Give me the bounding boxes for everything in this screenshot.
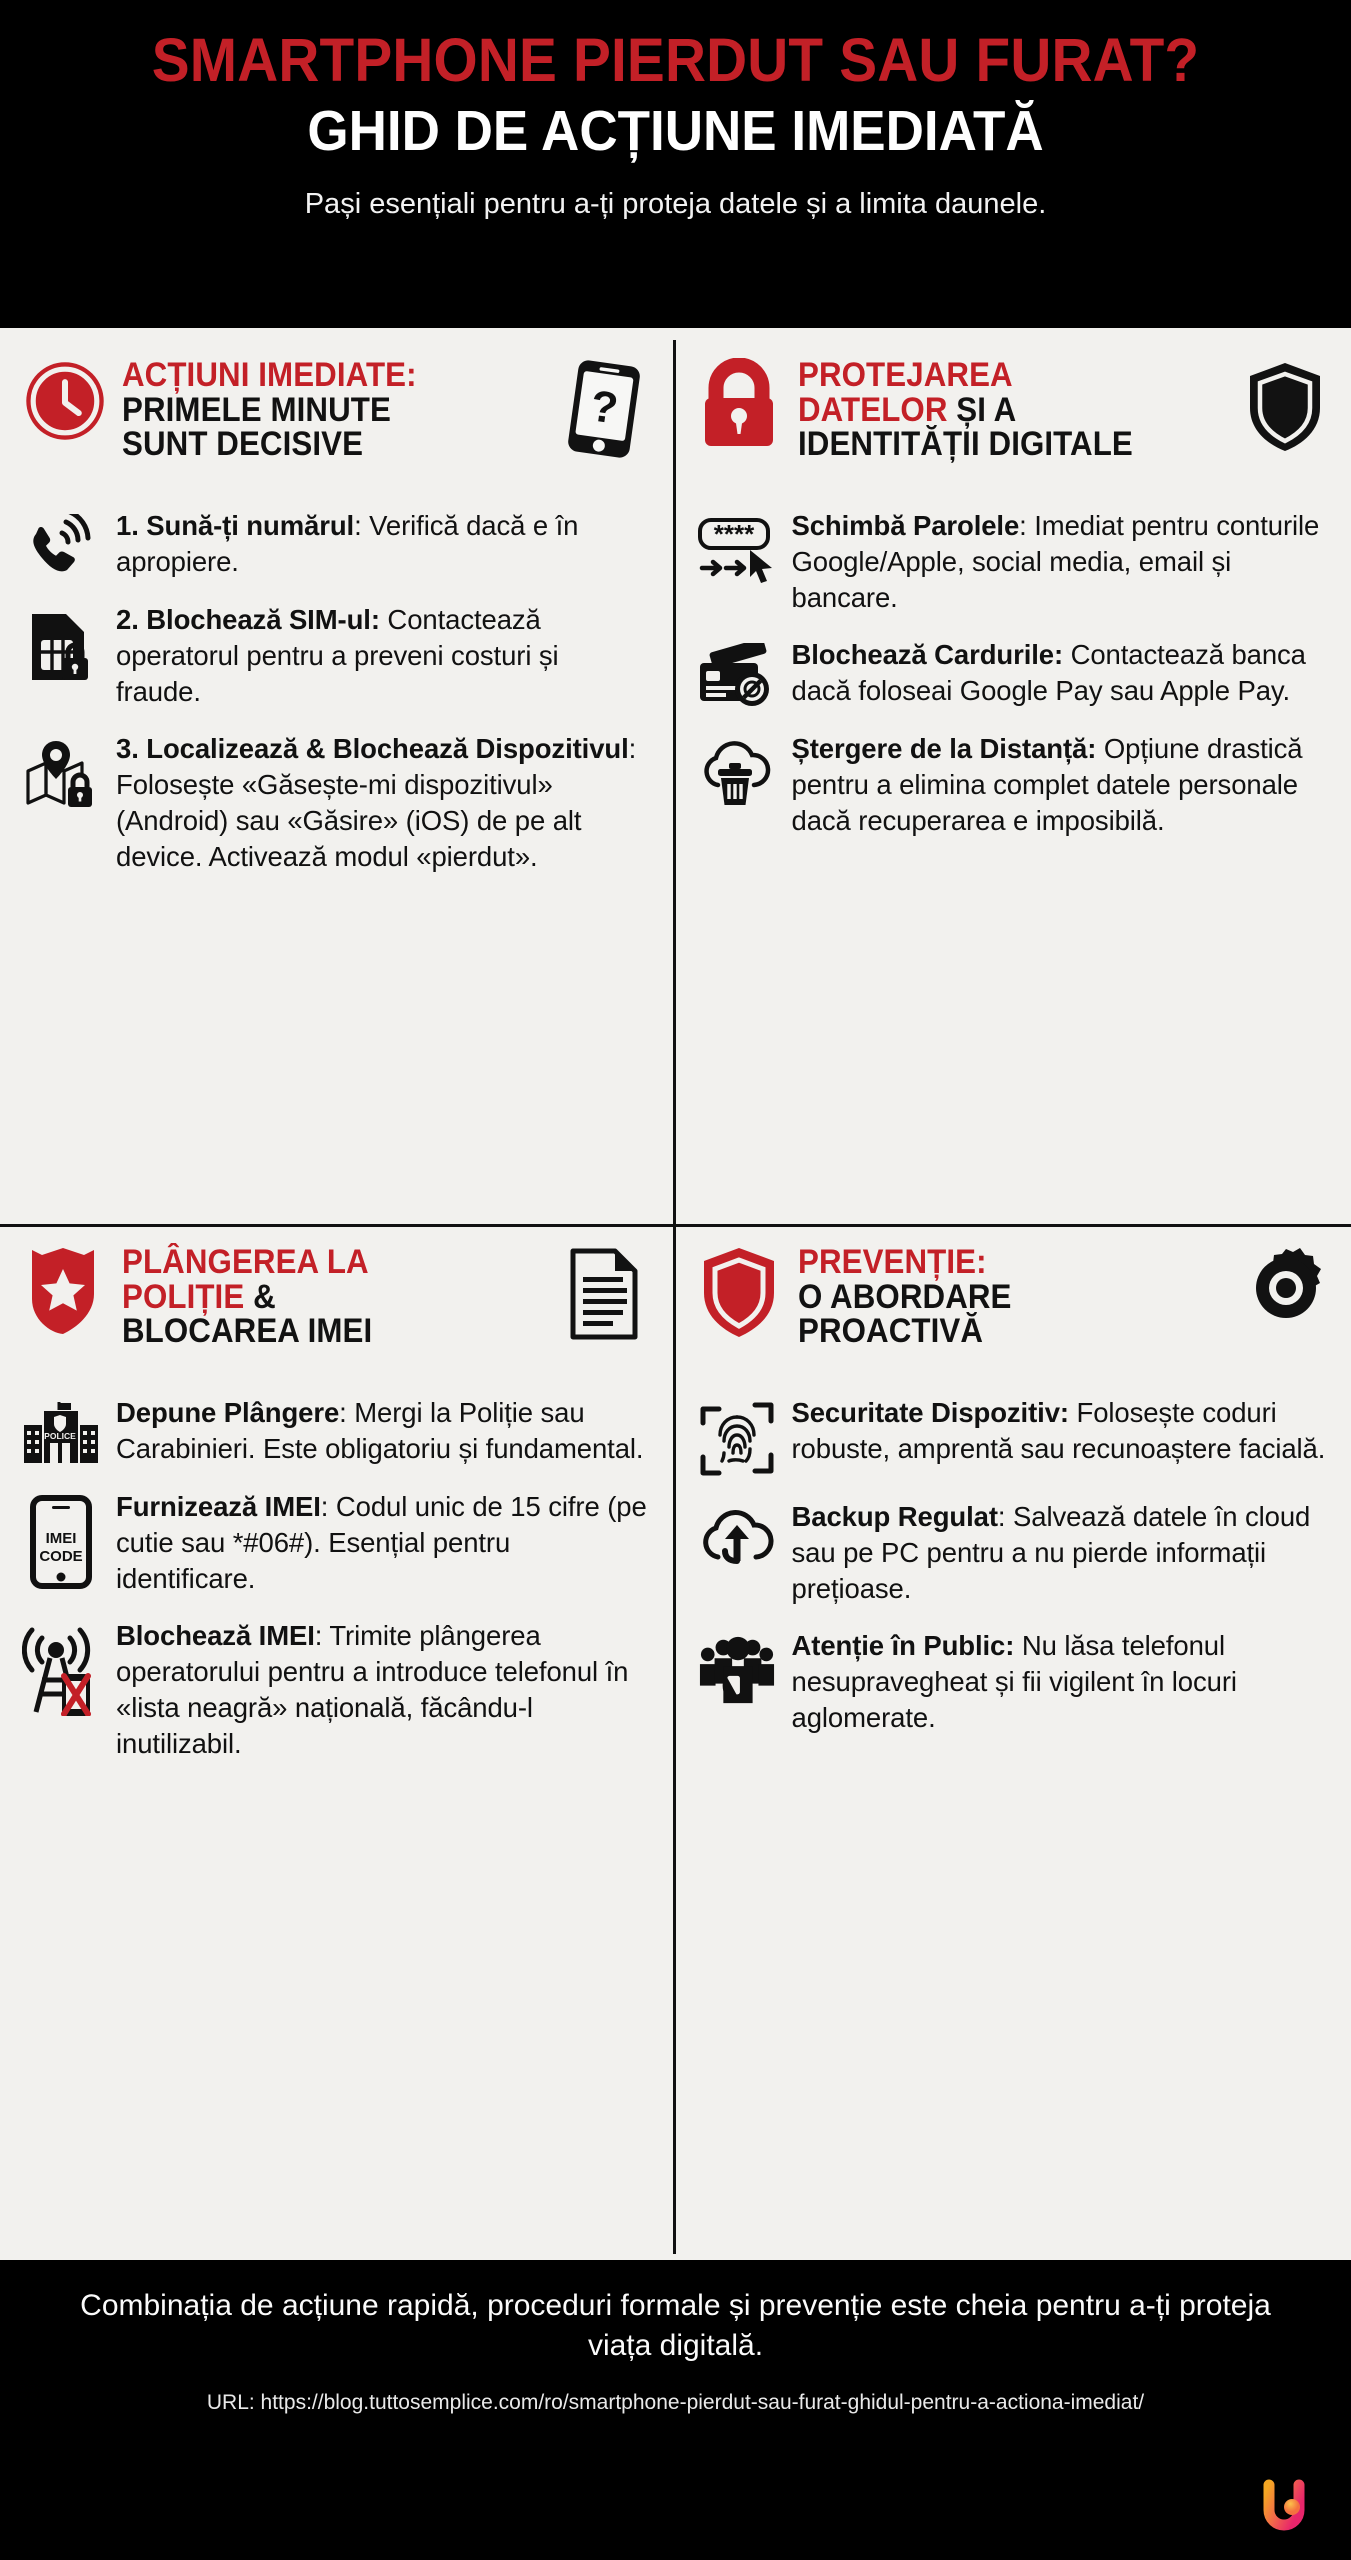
section-items bbox=[22, 508, 651, 874]
section-title-line-2 bbox=[797, 390, 1197, 429]
list-item bbox=[698, 1628, 1330, 1735]
section-title-line-3: IDENTITĂȚII DIGITALE bbox=[797, 425, 1133, 464]
section-items bbox=[698, 1395, 1330, 1736]
list-item-bold: Schimbă Parolele bbox=[791, 510, 1020, 541]
list-item bbox=[22, 731, 651, 874]
list-item bbox=[22, 1618, 651, 1761]
section-title-line-2: PRIMELE MINUTE bbox=[122, 390, 391, 429]
section-title bbox=[798, 354, 1232, 462]
svg-text:?: ? bbox=[586, 381, 621, 434]
shield-outline-icon bbox=[698, 1241, 784, 1337]
gear-icon bbox=[1245, 1241, 1329, 1329]
list-item-text bbox=[116, 508, 651, 580]
list-item-bold: Backup Regulat bbox=[791, 1501, 998, 1532]
section-title-line-2: O ABORDARE bbox=[797, 1277, 1012, 1316]
list-item-rest: Nu lăsa telefonul nesupravegheat și fii vigilent în locuri aglomerate. bbox=[791, 1630, 1237, 1733]
section-items bbox=[698, 508, 1330, 839]
password-field-cursor-icon bbox=[698, 508, 776, 586]
list-item-text bbox=[116, 602, 651, 709]
list-item-text bbox=[116, 1618, 651, 1761]
police-badge-icon bbox=[22, 1241, 108, 1337]
phone-question-icon bbox=[567, 354, 651, 458]
page-title: SMARTPHONE PIERDUT SAU FURAT? bbox=[151, 26, 1200, 94]
clock-icon bbox=[22, 354, 108, 444]
list-item-text bbox=[792, 1499, 1330, 1606]
cloud-backup-icon bbox=[698, 1499, 776, 1567]
shield-icon bbox=[1245, 354, 1329, 454]
list-item bbox=[22, 508, 651, 580]
list-item-bold: 1. Sună-ți numărul bbox=[116, 510, 355, 541]
list-item-rest: : Codul unic de 15 cifre (pe cutie sau *#06#). Esențial pentru identificare. bbox=[116, 1491, 647, 1594]
crowd-phone-icon bbox=[698, 1628, 776, 1706]
police-station-icon bbox=[22, 1395, 100, 1467]
section-title-line-1: PLÂNGEREA LA bbox=[122, 1243, 369, 1281]
section-title-line-2-black: & bbox=[244, 1277, 276, 1316]
list-item-text bbox=[792, 637, 1330, 709]
section-title bbox=[798, 1241, 1232, 1349]
page-tagline: Pași esențiali pentru a-ți proteja datele și a limita daunele. bbox=[304, 188, 1047, 220]
list-item-text bbox=[792, 1628, 1330, 1735]
list-item-rest: : Folosește «Găsește-mi dispozitivul» (Android) sau «Găsire» (iOS) de pe alt device. Activează modul «pierdut». bbox=[116, 733, 637, 872]
list-item-bold: Atenție în Public: bbox=[791, 1630, 1015, 1662]
cell-tower-blocked-phone-icon bbox=[22, 1618, 100, 1716]
section-plangerea-la-politie bbox=[0, 1224, 676, 2254]
list-item-rest: : Verifică dacă e în apropiere. bbox=[116, 510, 579, 577]
list-item-rest: : Imediat pentru conturile Google/Apple, social media, email și bancare. bbox=[791, 510, 1320, 613]
section-title-line-2-black: ȘI A bbox=[947, 390, 1016, 429]
section-title-line-1: ACȚIUNI IMEDIATE: bbox=[122, 356, 417, 394]
section-heading bbox=[698, 1233, 1330, 1383]
list-item-rest: Contactează operatorul pentru a preveni costuri și fraude. bbox=[116, 604, 559, 707]
list-item-bold: Securitate Dispozitiv: bbox=[791, 1397, 1069, 1428]
section-title-line-2-red: DATELOR bbox=[797, 390, 947, 429]
list-item bbox=[22, 1395, 651, 1467]
section-title-line-1: PROTEJAREA bbox=[797, 356, 1013, 394]
phone-ringing-icon bbox=[22, 508, 100, 580]
list-item-rest: : Salvează datele în cloud sau pe PC pentru a nu pierde informații prețioase. bbox=[791, 1501, 1311, 1604]
list-item-bold: 3. Localizează & Blochează Dispozitivul bbox=[116, 733, 629, 765]
list-item-rest: : Trimite plângerea operatorului pentru a introduce telefonul în «lista neagră» națională, făcându-l inutilizabil. bbox=[116, 1620, 629, 1759]
section-preventie bbox=[676, 1224, 1351, 2254]
list-item-text bbox=[116, 1489, 651, 1596]
svg-text:POLICE: POLICE bbox=[44, 1431, 76, 1441]
section-protejarea-datelor bbox=[676, 340, 1351, 1224]
list-item-bold: Blochează IMEI bbox=[116, 1620, 315, 1652]
document-icon bbox=[567, 1241, 651, 1341]
section-title-line-3: PROACTIVĂ bbox=[797, 1312, 983, 1351]
footer-url[interactable]: URL: https://blog.tuttosemplice.com/ro/smartphone-pierdut-sau-furat-ghidul-pentru-a-actiona-imediat/ bbox=[206, 2391, 1145, 2415]
credit-cards-blocked-icon bbox=[698, 637, 776, 709]
section-grid bbox=[0, 340, 1351, 2254]
list-item bbox=[698, 637, 1330, 709]
list-item-bold: 2. Blochează SIM-ul: bbox=[116, 604, 380, 635]
list-item-bold: Ștergere de la Distanță: bbox=[791, 733, 1097, 765]
section-heading bbox=[22, 1233, 651, 1383]
page-subtitle: GHID DE ACȚIUNE IMEDIATĂ bbox=[307, 99, 1044, 163]
section-heading bbox=[22, 346, 651, 496]
padlock-icon bbox=[698, 354, 784, 450]
list-item-rest: : Mergi la Poliție sau Carabinieri. Este obligatoriu și fundamental. bbox=[116, 1397, 644, 1464]
section-heading bbox=[698, 346, 1330, 496]
cloud-trash-icon bbox=[698, 731, 776, 807]
list-item-text bbox=[792, 1395, 1330, 1467]
section-title bbox=[122, 1241, 553, 1349]
footer-conclusion: Combinația de acțiune rapidă, proceduri formale și prevenție este cheia pentru a-ți proteja viața digitală. bbox=[80, 2289, 1271, 2362]
list-item-rest: Folosește coduri robuste, amprentă sau recunoaștere facială. bbox=[791, 1397, 1326, 1464]
section-title-line-1: PREVENȚIE: bbox=[797, 1243, 987, 1281]
list-item bbox=[698, 731, 1330, 838]
section-title-line-2-red: POLIȚIE bbox=[122, 1277, 245, 1316]
list-item bbox=[22, 1489, 651, 1596]
svg-text:CODE: CODE bbox=[39, 1548, 83, 1565]
section-title-line-3: SUNT DECISIVE bbox=[122, 425, 364, 464]
list-item bbox=[698, 1395, 1330, 1477]
list-item-text bbox=[792, 508, 1330, 615]
list-item-text bbox=[792, 731, 1330, 838]
section-title bbox=[122, 354, 553, 462]
list-item bbox=[698, 1499, 1330, 1606]
list-item-rest: Opțiune drastică pentru a elimina complet datele personale dacă recuperarea e imposibilă. bbox=[791, 733, 1303, 836]
list-item-text bbox=[116, 731, 651, 874]
footer bbox=[0, 2260, 1351, 2560]
u-brand-logo bbox=[1255, 2478, 1313, 2536]
fingerprint-scan-icon bbox=[698, 1395, 776, 1477]
sim-card-lock-icon bbox=[22, 602, 100, 686]
content-board bbox=[0, 328, 1351, 2260]
imei-code-phone-icon bbox=[22, 1489, 100, 1589]
header bbox=[0, 0, 1351, 328]
map-pin-lock-icon bbox=[22, 731, 100, 811]
section-items bbox=[22, 1395, 651, 1761]
svg-text:****: **** bbox=[713, 519, 754, 549]
section-title-line-2 bbox=[122, 1277, 518, 1316]
list-item-bold: Depune Plângere bbox=[116, 1397, 340, 1428]
section-actiuni-imediate bbox=[0, 340, 676, 1224]
list-item-bold: Blochează Cardurile: bbox=[791, 639, 1064, 671]
svg-text:IMEI: IMEI bbox=[45, 1530, 77, 1547]
list-item bbox=[698, 508, 1330, 615]
section-title-line-3: BLOCAREA IMEI bbox=[122, 1312, 373, 1351]
list-item-rest: Contactează banca dacă foloseai Google Pay sau Apple Pay. bbox=[791, 639, 1306, 706]
list-item-text bbox=[116, 1395, 651, 1467]
list-item-bold: Furnizează IMEI bbox=[116, 1491, 321, 1522]
list-item bbox=[22, 602, 651, 709]
